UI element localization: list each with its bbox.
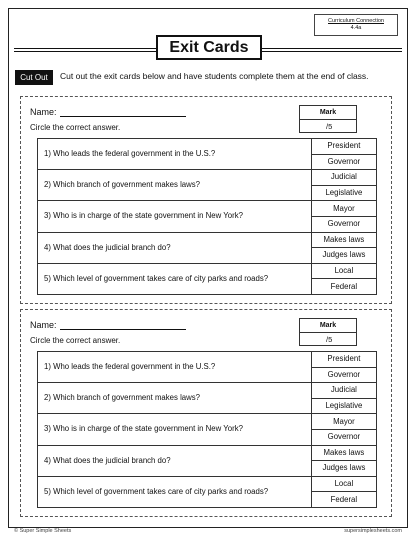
curriculum-title: Curriculum Connection (328, 18, 384, 24)
question-table (37, 351, 377, 508)
name-label: Name: (30, 107, 57, 117)
mark-box (299, 318, 357, 346)
mark-box (299, 105, 357, 133)
mark-score[interactable]: /5 (326, 122, 333, 131)
page-title: Exit Cards (156, 35, 262, 60)
cutout-tag: Cut Out (15, 70, 53, 85)
exit-card-2 (20, 309, 392, 517)
answer-option[interactable]: Makes laws (311, 445, 376, 461)
answer-option[interactable]: Local (311, 476, 376, 492)
answer-option[interactable]: Judicial (311, 383, 376, 399)
instruction-text: Circle the correct answer. (30, 123, 121, 132)
instruction-text: Circle the correct answer. (30, 336, 121, 345)
table-row (38, 170, 377, 186)
footer-website[interactable]: supersimplesheets.com (344, 528, 402, 534)
mark-score[interactable]: /5 (326, 335, 333, 344)
answer-option[interactable]: Mayor (311, 414, 376, 430)
mark-label: Mark (300, 106, 356, 120)
table-row (38, 139, 377, 155)
name-blank[interactable] (60, 320, 186, 330)
question-text: 2) Which branch of government makes laws? (38, 170, 312, 201)
cutout-instructions: Cut out the exit cards below and have students complete them at the end of class. (60, 71, 369, 81)
question-text: 4) What does the judicial branch do? (38, 445, 312, 476)
table-row (38, 445, 377, 461)
answer-option[interactable]: Governor (311, 154, 376, 170)
question-text: 2) Which branch of government makes laws? (38, 383, 312, 414)
table-row (38, 383, 377, 399)
table-row (38, 352, 377, 368)
curriculum-connection-box (314, 14, 398, 36)
question-text: 3) Who is in charge of the state government in New York? (38, 201, 312, 232)
footer-copyright: © Super Simple Sheets (14, 528, 72, 534)
answer-option[interactable]: Local (311, 263, 376, 279)
table-row (38, 232, 377, 248)
question-table (37, 138, 377, 295)
question-text: 3) Who is in charge of the state government in New York? (38, 414, 312, 445)
name-blank[interactable] (60, 107, 186, 117)
table-row (38, 201, 377, 217)
table-row (38, 476, 377, 492)
answer-option[interactable]: Governor (311, 216, 376, 232)
exit-card-1 (20, 96, 392, 304)
answer-option[interactable]: Judges laws (311, 461, 376, 477)
name-row (30, 320, 186, 330)
answer-option[interactable]: Legislative (311, 398, 376, 414)
table-row (38, 263, 377, 279)
answer-option[interactable]: President (311, 352, 376, 368)
answer-option[interactable]: Federal (311, 279, 376, 295)
question-text: 5) Which level of government takes care of city parks and roads? (38, 476, 312, 507)
answer-option[interactable]: Judges laws (311, 248, 376, 264)
mark-label: Mark (300, 319, 356, 333)
answer-option[interactable]: Governor (311, 429, 376, 445)
name-label: Name: (30, 320, 57, 330)
question-text: 1) Who leads the federal government in the U.S.? (38, 139, 312, 170)
question-text: 4) What does the judicial branch do? (38, 232, 312, 263)
answer-option[interactable]: Legislative (311, 185, 376, 201)
answer-option[interactable]: Mayor (311, 201, 376, 217)
curriculum-code: 4.4a (350, 25, 362, 31)
answer-option[interactable]: Governor (311, 367, 376, 383)
name-row (30, 107, 186, 117)
answer-option[interactable]: President (311, 139, 376, 155)
question-text: 5) Which level of government takes care of city parks and roads? (38, 263, 312, 294)
answer-option[interactable]: Federal (311, 492, 376, 508)
question-text: 1) Who leads the federal government in the U.S.? (38, 352, 312, 383)
answer-option[interactable]: Makes laws (311, 232, 376, 248)
answer-option[interactable]: Judicial (311, 170, 376, 186)
table-row (38, 414, 377, 430)
